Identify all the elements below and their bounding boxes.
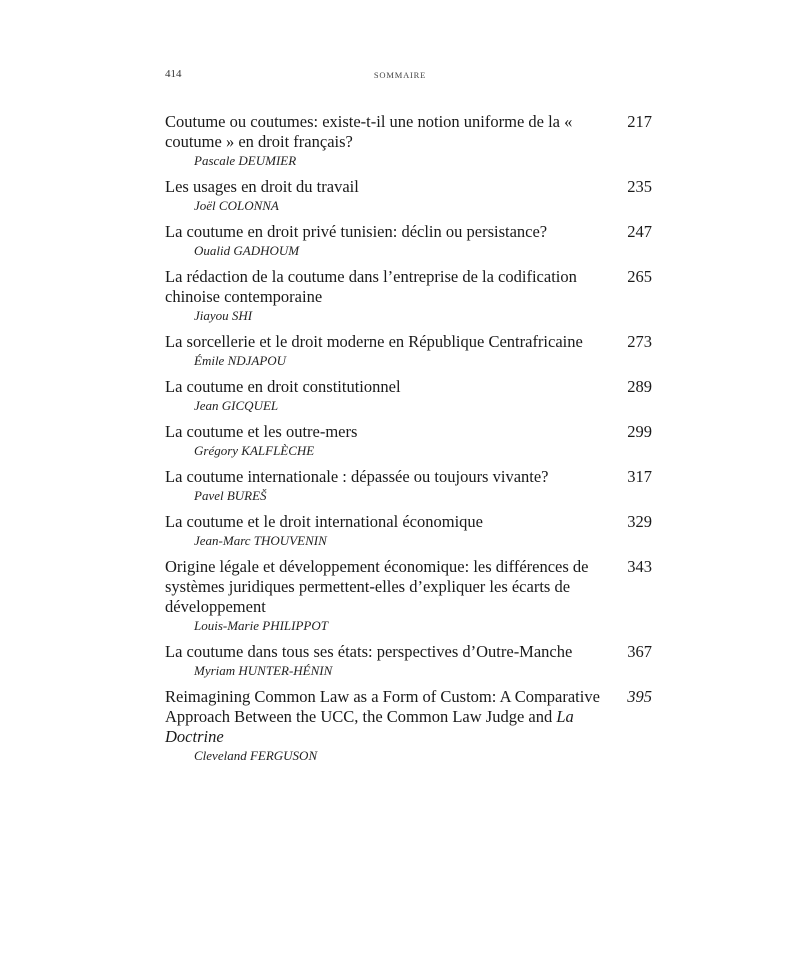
entry-page: 273 <box>627 332 652 351</box>
entry-author: Cleveland FERGUSON <box>194 748 318 763</box>
entry-author: Jean-Marc THOUVENIN <box>194 533 327 548</box>
running-title: SOMMAIRE <box>373 70 427 80</box>
entry-page: 395 <box>627 687 652 706</box>
entry-author: Émile NDJAPOU <box>194 353 287 368</box>
toc-entry <box>165 177 652 214</box>
entry-title-italic: La Doctrine <box>165 707 574 746</box>
table-of-contents <box>165 112 652 772</box>
entry-author: Pascale DEUMIER <box>194 153 297 168</box>
entry-title: La coutume et les outre-mers <box>165 422 358 441</box>
toc-entry <box>165 557 652 634</box>
entry-title: Origine légale et développement économique: les différences de systèmes juridiques permettent-elles d’expliquer les écarts de développement <box>165 557 589 616</box>
toc-entry <box>165 267 652 324</box>
entry-title: La coutume dans tous ses états: perspectives d’Outre-Manche <box>165 642 573 661</box>
toc-entry <box>165 467 652 504</box>
entry-title: La coutume internationale : dépassée ou toujours vivante? <box>165 467 549 486</box>
entry-page: 247 <box>627 222 652 241</box>
entry-page: 289 <box>627 377 652 396</box>
entry-title-text: Reimagining Common Law as a Form of Custom: A Comparative Approach Between the UCC, the Common Law Judge and <box>165 687 600 726</box>
entry-page: 265 <box>627 267 652 286</box>
entry-author: Oualid GADHOUM <box>194 243 300 258</box>
entry-page: 329 <box>627 512 652 531</box>
entry-page: 343 <box>627 557 652 576</box>
toc-entry <box>165 642 652 679</box>
entry-title <box>165 687 635 747</box>
page-number: 414 <box>165 68 182 80</box>
toc-entry <box>165 112 652 169</box>
entry-author: Joël COLONNA <box>194 198 279 213</box>
entry-author: Jean GICQUEL <box>194 398 279 413</box>
entry-title: Coutume ou coutumes: existe-t-il une notion uniforme de la « coutume » en droit français? <box>165 112 573 151</box>
entry-page: 235 <box>627 177 652 196</box>
entry-title: La rédaction de la coutume dans l’entreprise de la codification chinoise contemporaine <box>165 267 577 306</box>
entry-page: 367 <box>627 642 652 661</box>
entry-page: 299 <box>627 422 652 441</box>
toc-entry <box>165 687 652 764</box>
toc-entry <box>165 422 652 459</box>
toc-entry <box>165 332 652 369</box>
entry-author: Louis-Marie PHILIPPOT <box>194 618 328 633</box>
toc-entry <box>165 377 652 414</box>
entry-page: 317 <box>627 467 652 486</box>
entry-title: Les usages en droit du travail <box>165 177 359 196</box>
toc-entry <box>165 222 652 259</box>
entry-title: La coutume et le droit international économique <box>165 512 483 531</box>
entry-author: Jiayou SHI <box>194 308 253 323</box>
entry-author: Myriam HUNTER-HÉNIN <box>194 663 333 678</box>
toc-entry <box>165 512 652 549</box>
entry-page: 217 <box>627 112 652 131</box>
entry-title: La sorcellerie et le droit moderne en République Centrafricaine <box>165 332 583 351</box>
entry-title: La coutume en droit constitutionnel <box>165 377 401 396</box>
entry-author: Grégory KALFLÈCHE <box>194 443 315 458</box>
entry-title: La coutume en droit privé tunisien: déclin ou persistance? <box>165 222 548 241</box>
entry-author: Pavel BUREŠ <box>194 488 267 503</box>
